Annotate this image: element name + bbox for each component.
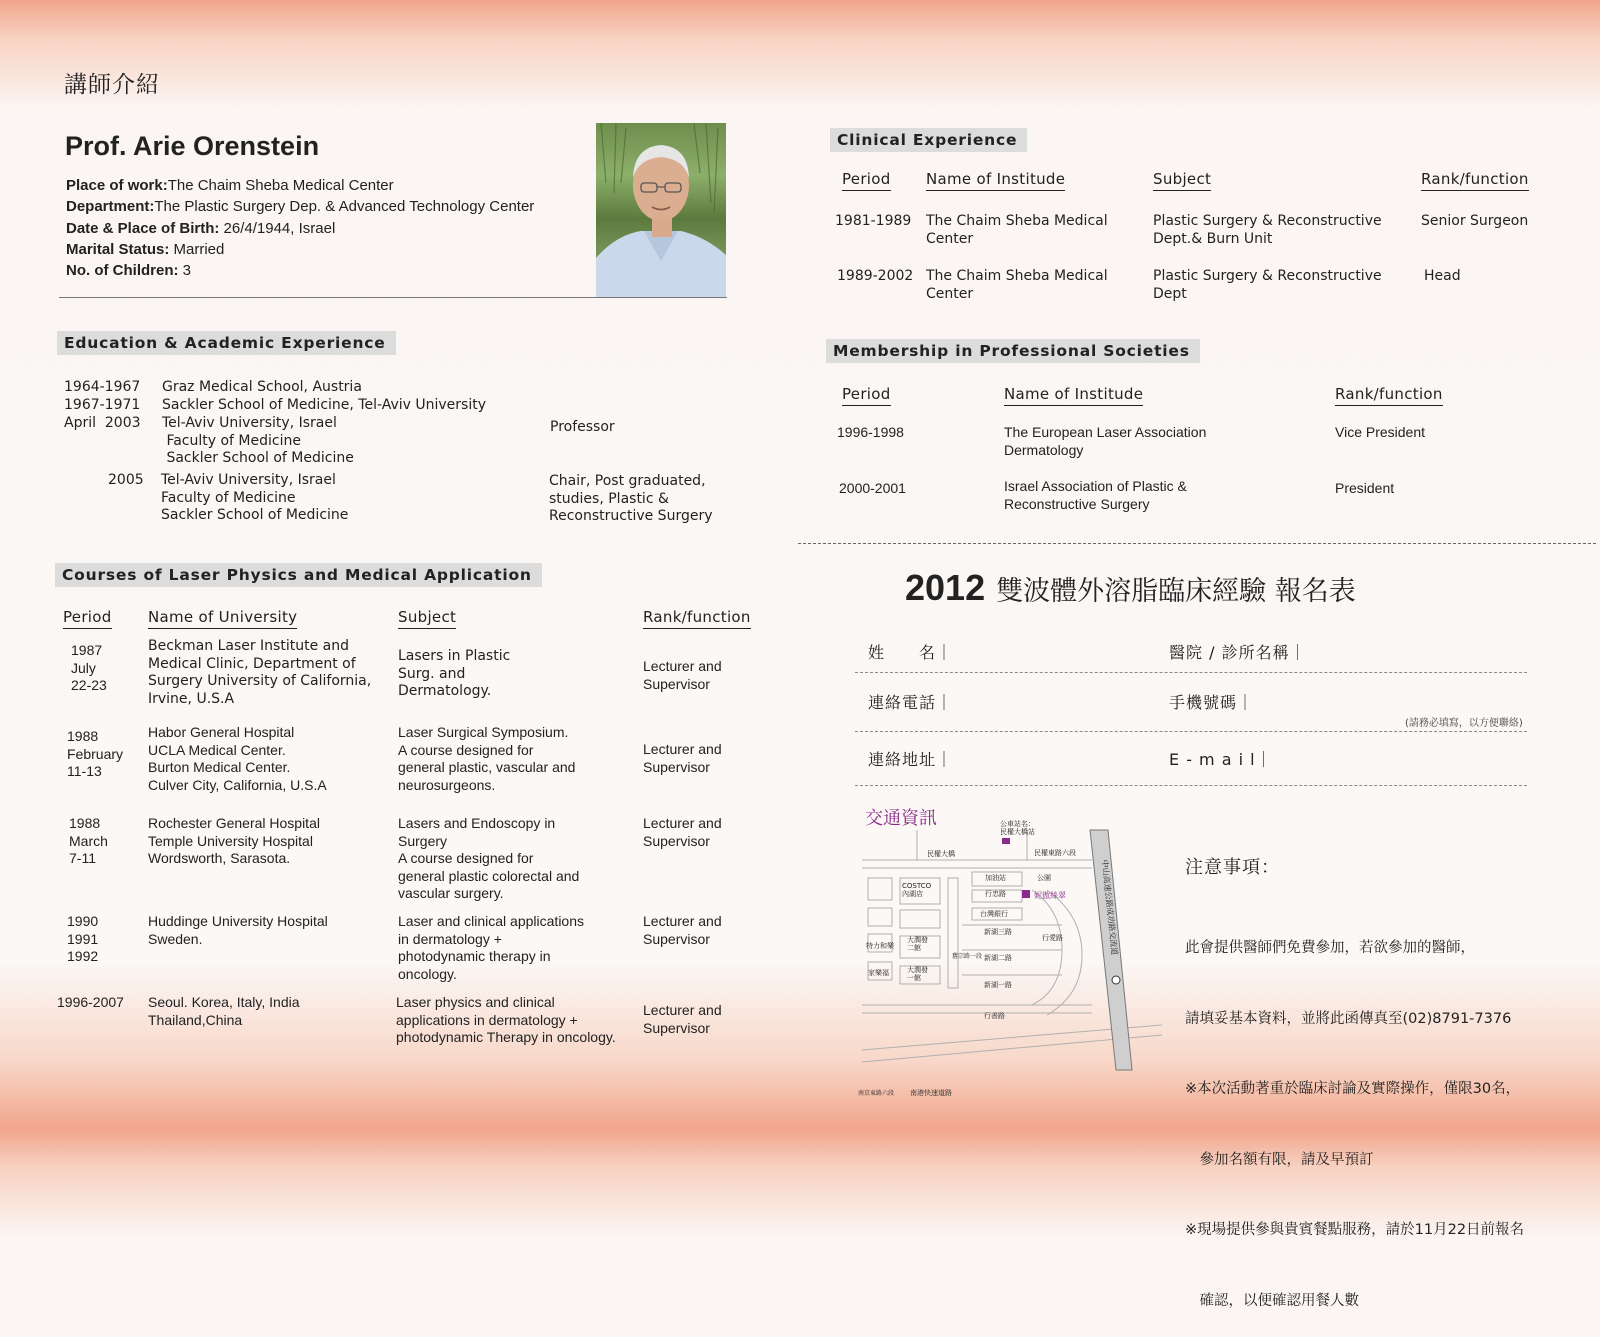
map-jiuzong: 舊宗路一段 <box>952 953 983 960</box>
form-line-2 <box>855 731 1527 732</box>
map-gas-station: 加油站 <box>985 874 1006 882</box>
notice-title: 注意事項： <box>1185 857 1280 878</box>
form-title <box>905 567 1356 609</box>
map-tli: 特力和樂 <box>866 942 894 950</box>
map-dahu2: 大潤發一館 <box>907 966 928 982</box>
profile-details <box>66 175 534 281</box>
clinical-subject-2: Plastic Surgery & Reconstructive Dept <box>1153 268 1382 302</box>
courses-col-rank: Rank/function <box>643 608 751 629</box>
hospital-field[interactable]: 醫院 / 診所名稱｜ <box>1169 643 1307 662</box>
edu-period-1: 1964-1967 <box>64 379 141 395</box>
edu-text-4: Tel-Aviv University, Israel Faculty of Medicine Sackler School of Medicine <box>161 472 349 523</box>
email-field[interactable]: E - m a i l｜ <box>1169 750 1273 769</box>
notice-line-1: 此會提供醫師們免費參加，若欲參加的醫師， <box>1185 940 1475 956</box>
membership-period-1: 1996-1998 <box>837 424 904 440</box>
clinic-marker <box>1022 890 1030 898</box>
course-name-3: Rochester General Hospital Temple University Hospital Wordsworth, Sarasota. <box>148 815 320 866</box>
notice-line-3: ※本次活動著重於臨床討論及實際操作，僅限30名， <box>1185 1081 1521 1097</box>
map-highway: 中山高速公路成功路交流道 <box>1100 859 1119 956</box>
portrait-graphic <box>596 123 726 297</box>
course-period-1: 1987 July 22-23 <box>71 642 107 693</box>
edu-text-3: Tel-Aviv University, Israel Faculty of Medicine Sackler School of Medicine <box>162 415 354 466</box>
map-xingai: 行愛路 <box>1042 934 1063 942</box>
notice-line-4: 參加名額有限，請及早預訂 <box>1185 1151 1374 1168</box>
membership-col-rank: Rank/function <box>1335 385 1443 406</box>
mobile-note: (請務必填寫，以方便聯絡) <box>1405 718 1523 729</box>
edu-role-4: Chair, Post graduated, studies, Plastic & Reconstructive Surgery <box>549 473 713 524</box>
map-bus-stop: 公車站名：民權大橋站 <box>1000 820 1035 836</box>
mobile-field[interactable]: 手機號碼｜ <box>1169 693 1255 712</box>
map-xingzhong: 行忠路 <box>985 890 1006 898</box>
edu-text-2: Sackler School of Medicine, Tel-Aviv University <box>162 397 487 413</box>
courses-col-period: Period <box>63 608 112 629</box>
courses-heading: Courses of Laser Physics and Medical Application <box>55 563 542 587</box>
place-of-work: Place of work:The Chaim Sheba Medical Center <box>66 177 394 194</box>
course-subject-1: Lasers in Plastic Surg. and Dermatology. <box>398 648 511 699</box>
bus-stop-marker <box>1002 838 1010 844</box>
clinical-col-period: Period <box>842 170 891 191</box>
course-rank-2: Lecturer and Supervisor <box>643 741 722 775</box>
phone-field[interactable]: 連絡電話｜ <box>868 693 954 712</box>
course-rank-1: Lecturer and Supervisor <box>643 658 722 692</box>
clinical-heading: Clinical Experience <box>830 128 1027 152</box>
course-subject-4: Laser and clinical applications in dermatology + photodynamic therapy in oncology. <box>398 913 584 982</box>
clinical-col-subject: Subject <box>1153 170 1211 191</box>
name-field[interactable]: 姓 名｜ <box>868 643 954 662</box>
map-xinhu2: 新湖二路 <box>984 954 1012 962</box>
membership-rank-1: Vice President <box>1335 424 1426 440</box>
map-jiale: 家樂福 <box>868 969 889 977</box>
course-period-5: 1996-2007 <box>57 994 124 1010</box>
course-period-3: 1988 March 7-11 <box>69 815 108 866</box>
form-line-3 <box>855 785 1527 786</box>
map-xingshan: 行善路 <box>984 1012 1005 1020</box>
map-nangang: 南港快速道路 <box>910 1089 952 1097</box>
map-nanjing: 南京東路六段 <box>858 1090 895 1097</box>
marital-status: Marital Status: Married <box>66 240 225 258</box>
course-period-2: 1988 February 11-13 <box>67 728 124 779</box>
form-title-text: 雙波體外溶脂臨床經驗 報名表 <box>996 575 1356 607</box>
membership-col-name: Name of Institude <box>1004 385 1143 406</box>
children: No. of Children: 3 <box>66 262 192 280</box>
membership-heading: Membership in Professional Societies <box>826 339 1200 363</box>
edu-period-3: April 2003 <box>64 415 141 431</box>
traffic-title: 交通資訊 <box>865 808 937 829</box>
clinical-rank-2: Head <box>1424 268 1461 284</box>
edu-period-2: 1967-1971 <box>64 397 141 413</box>
map-minquan-bridge: 民權大橋 <box>927 850 955 858</box>
course-subject-3: Lasers and Endoscopy in Surgery A course designed for general plastic colorectal and vascular surgery. <box>398 815 580 901</box>
courses-col-university: Name of University <box>148 608 297 629</box>
clinical-period-1: 1981-1989 <box>835 213 912 229</box>
course-rank-4: Lecturer and Supervisor <box>643 913 722 947</box>
clinical-period-2: 1989-2002 <box>837 268 914 284</box>
course-rank-3: Lecturer and Supervisor <box>643 815 722 849</box>
location-map <box>858 820 1172 1100</box>
education-heading: Education & Academic Experience <box>57 331 396 355</box>
course-rank-5: Lecturer and Supervisor <box>643 1002 722 1036</box>
notice-line-6: 確認，以便確認用餐人數 <box>1185 1292 1359 1309</box>
form-line-1 <box>855 672 1527 673</box>
membership-name-2: Israel Association of Plastic & Reconstructive Surgery <box>1004 478 1187 512</box>
membership-name-1: The European Laser Association Dermatology <box>1004 424 1207 458</box>
map-bank: 台灣銀行 <box>980 910 1008 918</box>
edu-role-3: Professor <box>550 419 615 435</box>
map-xinhu3: 新湖三路 <box>984 928 1012 936</box>
address-field[interactable]: 連絡地址｜ <box>868 750 954 769</box>
map-dahu: 大潤發二館 <box>907 936 928 952</box>
map-minquan-road: 民權東路六段 <box>1034 849 1076 857</box>
course-subject-5: Laser physics and clinical applications in dermatology + photodynamic Therapy in oncology. <box>396 994 616 1045</box>
page-heading: 講師介紹 <box>64 72 160 98</box>
notice-line-5: ※現場提供參與貴賓餐點服務，請於11月22日前報名 <box>1185 1222 1525 1238</box>
course-name-5: Seoul. Korea, Italy, India Thailand,China <box>148 994 300 1028</box>
map-clinic: 妮傲絲翠 <box>1034 891 1066 900</box>
speaker-photo <box>596 123 726 297</box>
membership-rank-2: President <box>1335 480 1395 496</box>
clinical-name-1: The Chaim Sheba Medical Center <box>926 213 1108 247</box>
course-period-4: 1990 1991 1992 <box>67 913 99 964</box>
map-xinhu1: 新湖一路 <box>984 981 1012 989</box>
course-name-2: Habor General Hospital UCLA Medical Center. Burton Medical Center. Culver City, California, U.S.A <box>148 724 327 793</box>
clinical-name-2: The Chaim Sheba Medical Center <box>926 268 1108 302</box>
clinical-col-name: Name of Institude <box>926 170 1065 191</box>
course-subject-2: Laser Surgical Symposium. A course designed for general plastic, vascular and neurosurgeons. <box>398 724 576 793</box>
form-year: 2012 <box>905 567 986 608</box>
clinical-subject-1: Plastic Surgery & Reconstructive Dept.& Burn Unit <box>1153 213 1382 247</box>
department: Department:The Plastic Surgery Dep. & Advanced Technology Center <box>66 198 535 216</box>
map-park: 公園 <box>1037 874 1051 882</box>
speaker-name: Prof. Arie Orenstein <box>65 131 320 161</box>
courses-col-subject: Subject <box>398 608 456 629</box>
membership-period-2: 2000-2001 <box>839 480 906 496</box>
edu-period-4: 2005 <box>108 472 144 488</box>
map-costco: COSTCO 內湖店 <box>902 882 932 898</box>
course-name-1: Beckman Laser Institute and Medical Clinic, Department of Surgery University of California, Irvine, U.S.A <box>148 638 372 707</box>
birth: Date & Place of Birth: 26/4/1944, Israel <box>66 219 336 237</box>
cut-line <box>798 543 1596 544</box>
membership-col-period: Period <box>842 385 891 406</box>
notice-line-2: 請填妥基本資料，並將此函傳真至(02)8791-7376 <box>1185 1010 1512 1027</box>
clinical-col-rank: Rank/function <box>1421 170 1529 191</box>
clinical-rank-1: Senior Surgeon <box>1421 213 1529 229</box>
notice-body <box>1185 890 1524 1337</box>
course-name-4: Huddinge University Hospital Sweden. <box>148 913 328 947</box>
profile-divider <box>59 297 727 298</box>
edu-text-1: Graz Medical School, Austria <box>162 379 362 395</box>
